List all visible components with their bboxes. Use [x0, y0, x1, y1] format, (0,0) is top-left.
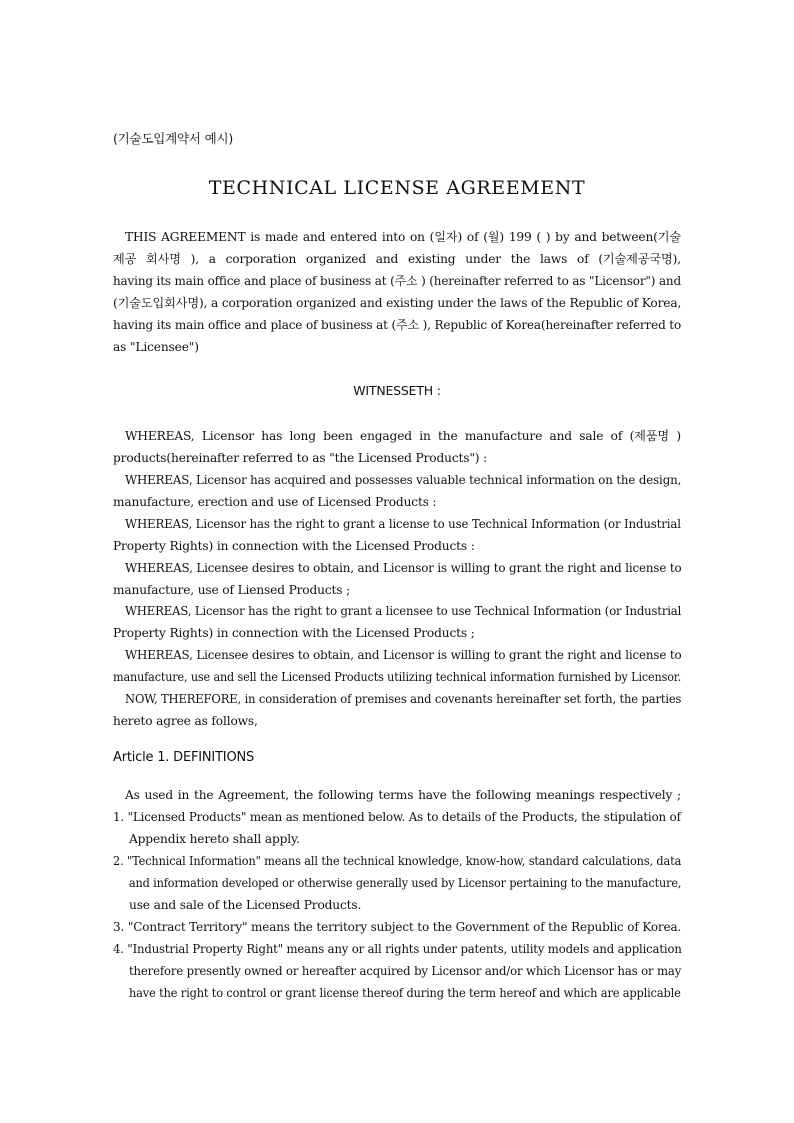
- article-1-heading: Article 1. DEFINITIONS: [113, 750, 255, 765]
- definition-line: 2. "Technical Information" means all the technical knowledge, know-how, standard calculations, data: [113, 854, 682, 868]
- preamble-line: as "Licensee"): [113, 340, 199, 354]
- preamble-line: having its main office and place of business at (주소 ), Republic of Korea(hereinafter referred to: [113, 318, 682, 332]
- recital-line: WHEREAS, Licensor has the right to grant a licensee to use Technical Information (or Industrial: [125, 604, 682, 618]
- recital-line: manufacture, use of Liensed Products ;: [113, 583, 351, 597]
- witnesseth-heading: WITNESSETH :: [353, 383, 441, 398]
- definition-line: have the right to control or grant license thereof during the term hereof and which are applicable: [129, 986, 681, 1000]
- recital-line: WHEREAS, Licensee desires to obtain, and Licensor is willing to grant the right and license to: [125, 648, 682, 662]
- recital-line: hereto agree as follows,: [113, 714, 258, 728]
- recital-line: WHEREAS, Licensor has long been engaged in the manufacture and sale of (제품명 ): [125, 429, 681, 443]
- recital-line: manufacture, erection and use of Licensed Products :: [113, 495, 437, 509]
- document-page: [113, 0, 681, 1123]
- preamble-line: (기술도입회사명), a corporation organized and existing under the laws of the Republic of Korea,: [113, 296, 682, 310]
- recital-line: products(hereinafter referred to as "the Licensed Products") :: [113, 451, 488, 465]
- definition-line: 4. "Industrial Property Right" means any or all rights under patents, utility models and application: [113, 942, 682, 956]
- recital-line: Property Rights) in connection with the Licensed Products :: [113, 539, 475, 553]
- definition-line: 1. "Licensed Products" mean as mentioned below. As to details of the Products, the stipulation of: [113, 810, 681, 824]
- definition-line: therefore presently owned or hereafter acquired by Licensor and/or which Licensor has or may: [129, 964, 682, 978]
- definition-line: 3. "Contract Territory" means the territory subject to the Government of the Republic of Korea.: [113, 920, 682, 934]
- definition-line: use and sale of the Licensed Products.: [129, 898, 362, 912]
- document-title: TECHNICAL LICENSE AGREEMENT: [208, 177, 586, 199]
- definition-line: and information developed or otherwise generally used by Licensor pertaining to the manufacture,: [129, 876, 682, 890]
- recital-line: WHEREAS, Licensor has the right to grant a license to use Technical Information (or Industrial: [125, 517, 681, 531]
- recital-line: WHEREAS, Licensor has acquired and possesses valuable technical information on the design,: [125, 473, 682, 487]
- recital-line: manufacture, use and sell the Licensed Products utilizing technical information furnished by Licensor.: [113, 670, 682, 684]
- recital-line: WHEREAS, Licensee desires to obtain, and Licensor is willing to grant the right and license to: [125, 561, 682, 575]
- preamble-line: 제공 회사명 ), a corporation organized and existing under the laws of (기술제공국명),: [113, 252, 681, 266]
- definition-line: Appendix hereto shall apply.: [129, 832, 300, 846]
- preamble-line: having its main office and place of business at (주소 ) (hereinafter referred to as "Licensor") and: [113, 274, 681, 288]
- recital-line: Property Rights) in connection with the Licensed Products ;: [113, 626, 475, 640]
- preamble-line: THIS AGREEMENT is made and entered into on (일자) of (월) 199 ( ) by and between(기술: [125, 230, 681, 244]
- example-note: (기술도입계약서 예시): [113, 131, 234, 146]
- recital-line: NOW, THEREFORE, in consideration of premises and covenants hereinafter set forth, the parties: [125, 692, 682, 706]
- article-1-intro: As used in the Agreement, the following terms have the following meanings respectively ;: [125, 788, 681, 802]
